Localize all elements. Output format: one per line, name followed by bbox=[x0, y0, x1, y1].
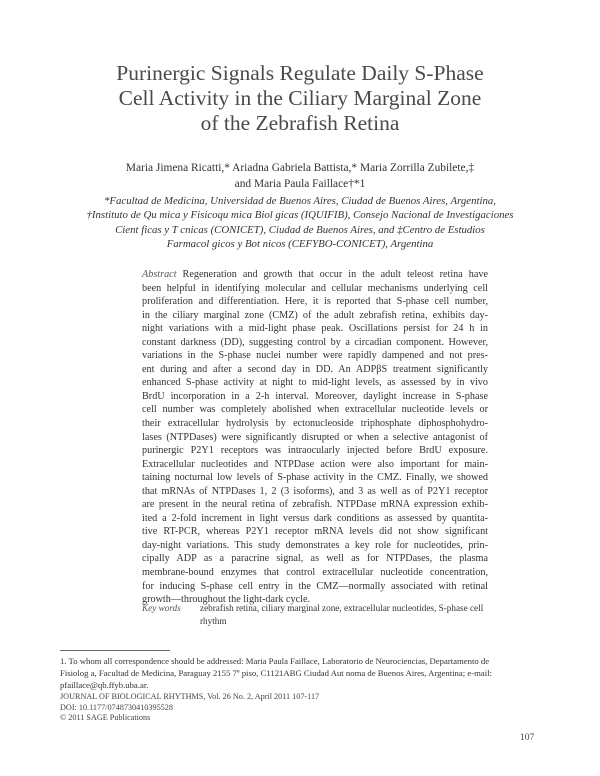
abstract-line: constant darkness (DD), suggesting control by a circadian component. However, bbox=[142, 336, 488, 348]
abstract-line: for inducing S-phase cell entry in the CMZ—normally associated with retinal bbox=[142, 580, 488, 592]
abstract-line: day-night variations. This study demonstrates a key role for nucleotides, prin- bbox=[142, 539, 488, 551]
abstract-line: night variations with a mid-light phase peak. Oscillations persist for 24 h in bbox=[142, 323, 488, 335]
correspondence-footnote bbox=[60, 656, 546, 691]
affiliation-line: †Instituto de Qu mica y Fisicoqu mica Biol gicas (IQUIFIB), Consejo Nacional de Investigaciones bbox=[86, 209, 514, 222]
author-line: Maria Jimena Ricatti,* Ariadna Gabriela Battista,* Maria Zorrilla Zubilete,‡ bbox=[125, 162, 475, 174]
abstract-line: taining nocturnal low levels of S-phase activity in the CMZ. Finally, we showed bbox=[142, 472, 488, 484]
abstract-line: that mRNAs of NTPDases 1, 2 (3 isoforms), and 3 as well as of P2Y1 receptor bbox=[142, 485, 488, 497]
abstract-line: cell number was completely abolished when extracellular nucleotide levels or bbox=[142, 404, 488, 416]
footnote-line: Fisiolog a, Facultad de Medicina, Paraguay 2155 7º piso, C1121ABG Ciudad Aut noma de Buenos Aires, Argentina; e-mail: bbox=[60, 667, 492, 678]
journal-info bbox=[60, 692, 540, 724]
affiliations bbox=[60, 194, 540, 251]
abstract-line: proliferation and differentiation. Here, it is reported that S-phase cell number, bbox=[142, 296, 488, 308]
abstract-line: tive RT-PCR, whereas P2Y1 receptor mRNA levels did not show significant bbox=[142, 526, 488, 538]
page-number: 107 bbox=[520, 733, 535, 743]
journal-copyright: © 2011 SAGE Publications bbox=[60, 713, 151, 723]
abstract-line: lases (NTPDases) were significantly disrupted or when a selective antagonist of bbox=[142, 431, 488, 443]
title-line: Cell Activity in the Ciliary Marginal Zone bbox=[118, 86, 482, 110]
affiliation-line: Farmacol gicos y Bot nicos (CEFYBO-CONICET), Argentina bbox=[166, 237, 434, 250]
journal-citation: JOURNAL OF BIOLOGICAL RHYTHMS, Vol. 26 No. 2, April 2011 107-117 bbox=[60, 692, 320, 701]
abstract bbox=[142, 268, 488, 607]
abstract-line: been helpful in identifying molecular and cellular mechanisms underlying cell bbox=[142, 282, 488, 294]
keywords-text: zebrafish retina, ciliary marginal zone, extracellular nucleotides, S-phase cell rhythm bbox=[200, 603, 484, 626]
abstract-line: BrdU incorporation in a 2-h interval. Moreover, daylight increase in S-phase bbox=[142, 390, 488, 402]
abstract-line: Extracellular nucleotides and NTPDase action were also important for main- bbox=[142, 458, 488, 470]
abstract-label: Abstract bbox=[142, 269, 177, 280]
abstract-line: in the ciliary marginal zone (CMZ) of the adult zebrafish retina, exhibits day- bbox=[142, 309, 488, 321]
abstract-line: variations in the S-phase nuclei number were rapidly dampened and not pres- bbox=[142, 350, 488, 362]
article-title bbox=[60, 61, 540, 136]
abstract-line: Abstract Regeneration and growth that occur in the adult teleost retina have bbox=[142, 269, 488, 280]
abstract-line: enhanced S-phase activity at night to mid-light levels, as assessed by in vivo bbox=[142, 377, 488, 389]
abstract-line: ited a 2-fold increment in light versus dark conditions as assessed by quantita- bbox=[142, 512, 488, 524]
title-line: of the Zebrafish Retina bbox=[200, 111, 400, 135]
affiliation-line: *Facultad de Medicina, Universidad de Buenos Aires, Ciudad de Buenos Aires, Argentina, bbox=[104, 195, 496, 207]
journal-doi: DOI: 10.1177/0748730410395528 bbox=[60, 702, 173, 712]
title-line: Purinergic Signals Regulate Daily S-Phase bbox=[116, 61, 484, 85]
abstract-line: their extracellular hydrolysis by ectonucleoside triphosphate diphosphohydro- bbox=[142, 418, 488, 430]
author-line: and Maria Paula Faillace†*1 bbox=[234, 177, 366, 190]
abstract-line: membrane-bound enzymes that control extracellular nucleotide concentration, bbox=[142, 567, 488, 579]
affiliation-line: Cient ficas y T cnicas (CONICET), Ciudad de Buenos Aires, and ‡Centro de Estudios bbox=[115, 223, 485, 236]
author-list bbox=[60, 161, 540, 192]
footnote-line: 1. To whom all correspondence should be addressed: Maria Paula Faillace, Laboratorio de Neurociencias, Departamento de bbox=[60, 656, 490, 666]
abstract-line: cipally ADP as a paracrine signal, as well as for NTPDases, the plasma bbox=[142, 553, 488, 565]
abstract-line: are present in the neural retina of zebrafish. NTPDase mRNA expression exhib- bbox=[142, 499, 488, 511]
footnote-line: pfaillace@qb.ffyb.uba.ar. bbox=[60, 679, 149, 690]
keywords-label: Key words bbox=[142, 603, 181, 613]
footnote-divider bbox=[60, 650, 170, 651]
abstract-line: purinergic P2Y1 receptors was intraocularly injected before BrdU exposure. bbox=[142, 445, 488, 457]
abstract-line: growth—throughout the light-dark cycle. bbox=[142, 594, 311, 606]
abstract-line: ent during and after a second day in DD. An ADPβS treatment significantly bbox=[142, 363, 488, 375]
